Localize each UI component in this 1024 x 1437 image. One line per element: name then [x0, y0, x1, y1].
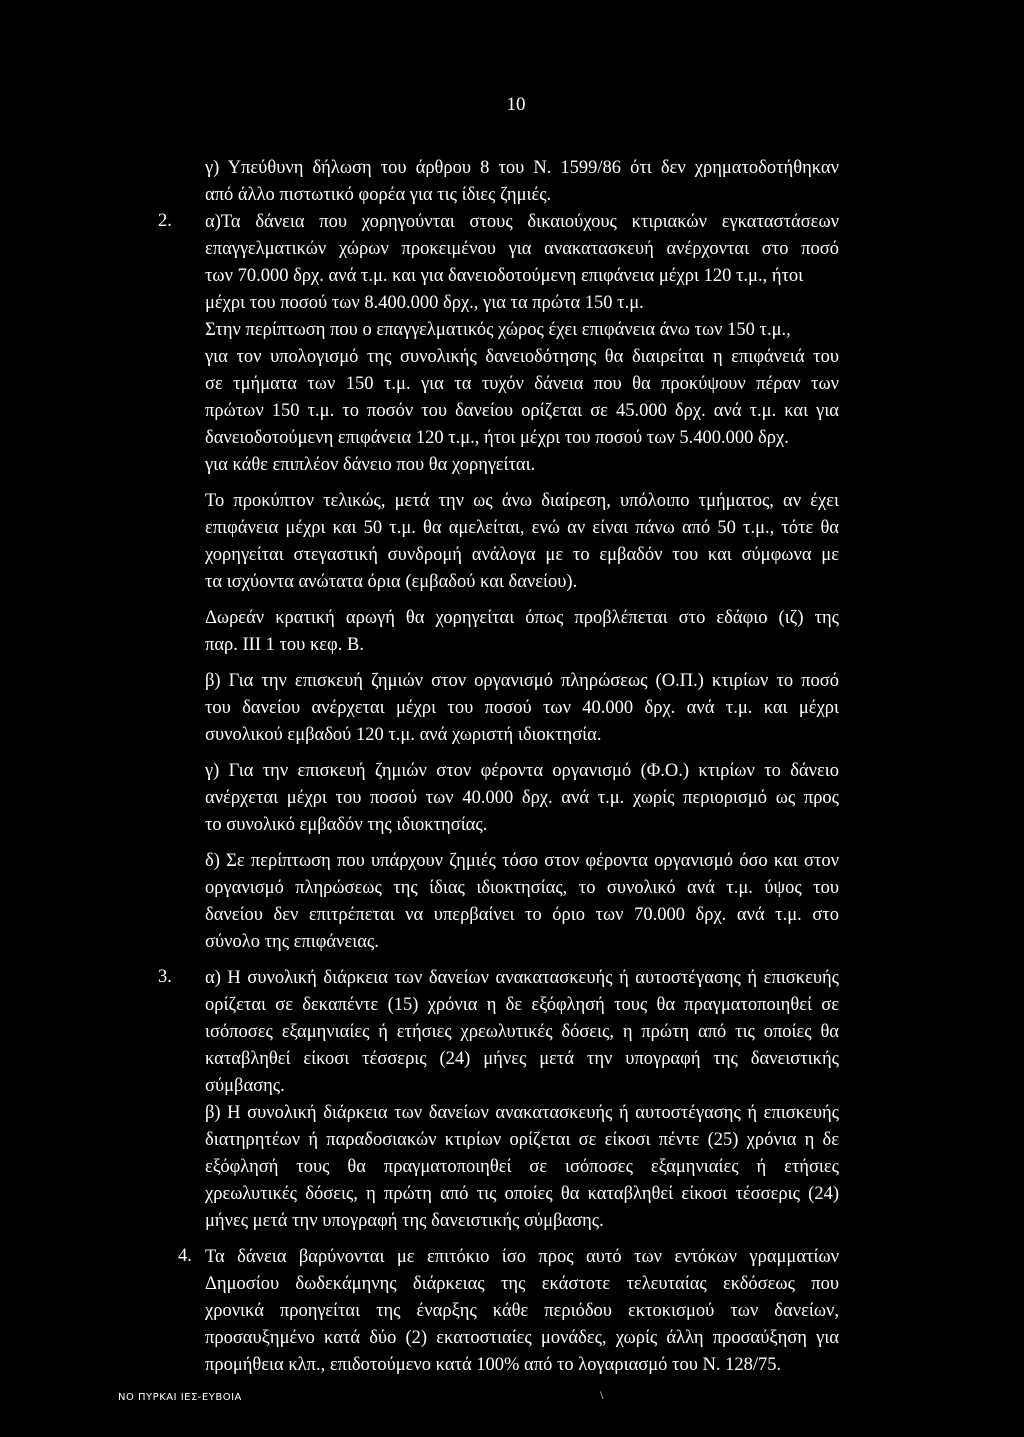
text-line: το συνολικό εμβαδόν της ιδιοκτησίας.	[205, 815, 488, 835]
section-marker: 3.	[158, 967, 172, 987]
text-line: Τα δάνεια βαρύνονται με επιτόκιο ίσο προς αυτό των εντόκων γραμματίων	[205, 1247, 839, 1267]
text-line: δανειοδοτούμενη επιφάνεια 120 τ.μ., ήτοι μέχρι του ποσού των 5.400.000 δρχ.	[205, 428, 789, 448]
text-line: δανείου δεν επιτρέπεται να υπερβαίνει το όριο των 70.000 δρχ. ανά τ.μ. στο	[205, 905, 839, 925]
text-line: για κάθε επιπλέον δάνειο που θα χορηγείται.	[205, 455, 536, 475]
section-marker: 2.	[158, 211, 172, 231]
text-line: ισόποσες εξαμηνιαίες ή ετήσιες χρεωλυτικές δόσεις, η πρώτη από τις οποίες θα	[205, 1022, 839, 1042]
text-line: του δανείου ανέρχεται μέχρι του ποσού των 40.000 δρχ. ανά τ.μ. και μέχρι	[205, 698, 839, 718]
text-line: για τον υπολογισμό της συνολικής δανειοδότησης θα διαιρείται η επιφάνειά του	[205, 347, 839, 367]
text-line: πρώτων 150 τ.μ. το ποσόν του δανείου ορίζεται σε 45.000 δρχ. ανά τ.μ. και για	[205, 401, 839, 421]
text-line: σύμβασης.	[205, 1076, 285, 1096]
text-line: χρονικά προηγείται της έναρξης κάθε περιόδου εκτοκισμού των δανείων,	[205, 1301, 839, 1321]
text-line: ορίζεται σε δεκαπέντε (15) χρόνια η δε εξόφλησή τους θα πραγματοποιηθεί σε	[205, 995, 839, 1015]
text-line: γ) Για την επισκευή ζημιών στον φέροντα οργανισμό (Φ.Ο.) κτιρίων το δάνειο	[205, 761, 839, 781]
text-line: Το προκύπτον τελικώς, μετά την ως άνω διαίρεση, υπόλοιπο τμήματος, αν έχει	[205, 491, 839, 511]
text-line: Στην περίπτωση που ο επαγγελματικός χώρος έχει επιφάνεια άνω των 150 τ.μ.,	[205, 320, 791, 340]
text-line: επαγγελματικών χώρων προκειμένου για ανακατασκευή ανέρχονται στο ποσό	[205, 239, 839, 259]
text-line: προμήθεια κλπ., επιδοτούμενο κατά 100% από το λογαριασμό του Ν. 128/75.	[205, 1355, 782, 1375]
text-line: σε τμήματα των 150 τ.μ. για τα τυχόν δάνεια που θα προκύψουν πέραν των	[205, 374, 839, 394]
text-line: ανέρχεται μέχρι του ποσού των 40.000 δρχ. ανά τ.μ. χωρίς περιορισμό ως προς	[205, 788, 839, 808]
text-line: Δημοσίου δωδεκάμηνης διάρκειας της εκάστοτε τελευταίας εκδόσεως που	[205, 1274, 839, 1294]
text-line: β) Για την επισκευή ζημιών στον οργανισμό πληρώσεως (Ο.Π.) κτιρίων το ποσό	[205, 671, 839, 691]
text-line: οργανισμό πληρώσεως της ίδιας ιδιοκτησίας, το συνολικό ανά τ.μ. ύψος του	[205, 878, 839, 898]
text-line: γ) Υπεύθυνη δήλωση του άρθρου 8 του Ν. 1599/86 ότι δεν χρηματοδοτήθηκαν	[205, 158, 839, 178]
text-line: α)Τα δάνεια που χορηγούνται στους δικαιούχους κτιριακών εγκαταστάσεων	[205, 212, 839, 232]
text-line: παρ. III 1 του κεφ. Β.	[205, 635, 364, 655]
page-number: 10	[506, 94, 526, 115]
text-line: μέχρι του ποσού των 8.400.000 δρχ., για τα πρώτα 150 τ.μ.	[205, 293, 644, 313]
footer-code: ΝΟ ΠΥΡΚΑΙ ΙΕΣ-ΕΥΒΟΙΑ	[118, 1392, 242, 1403]
text-line: καταβληθεί είκοσι τέσσερις (24) μήνες μετά την υπογραφή της δανειστικής	[205, 1049, 839, 1069]
text-line: β) Η συνολική διάρκεια των δανείων ανακατασκευής ή αυτοστέγασης ή επισκευής	[205, 1103, 839, 1123]
text-line: των 70.000 δρχ. ανά τ.μ. και για δανειοδοτούμενη επιφάνεια μέχρι 120 τ.μ., ήτοι	[205, 266, 804, 286]
text-line: Δωρεάν κρατική αρωγή θα χορηγείται όπως προβλέπεται στο εδάφιο (ιζ) της	[205, 608, 839, 628]
text-line: α) Η συνολική διάρκεια των δανείων ανακατασκευής ή αυτοστέγασης ή επισκευής	[205, 968, 839, 988]
text-line: προσαυξημένο κατά δύο (2) εκατοστιαίες μονάδες, χωρίς άλλη προσαύξηση για	[205, 1328, 839, 1348]
text-line: χορηγείται στεγαστική συνδρομή ανάλογα με το εμβαδόν του και σύμφωνα με	[205, 545, 839, 565]
text-line: συνολικού εμβαδού 120 τ.μ. ανά χωριστή ιδιοκτησία.	[205, 725, 602, 745]
text-line: σύνολο της επιφάνειας.	[205, 932, 379, 952]
footer-mark: \	[600, 1388, 604, 1402]
text-line: μήνες μετά την υπογραφή της δανειστικής σύμβασης.	[205, 1211, 604, 1231]
text-line: εξόφλησή τους θα πραγματοποιηθεί σε ισόποσες εξαμηνιαίες ή ετήσιες	[205, 1157, 839, 1177]
text-line: χρεωλυτικές δόσεις, η πρώτη από τις οποίες θα καταβληθεί είκοσι τέσσερις (24)	[205, 1184, 839, 1204]
text-line: δ) Σε περίπτωση που υπάρχουν ζημιές τόσο στον φέροντα οργανισμό όσο και στον	[205, 851, 839, 871]
text-line: διατηρητέων ή παραδοσιακών κτιρίων ορίζεται σε είκοσι πέντε (25) χρόνια η δε	[205, 1130, 839, 1150]
text-line: επιφάνεια μέχρι και 50 τ.μ. θα αμελείται, ενώ αν είναι πάνω από 50 τ.μ., τότε θα	[205, 518, 839, 538]
text-line: τα ισχύοντα ανώτατα όρια (εμβαδού και δανείου).	[205, 572, 578, 592]
text-line: από άλλο πιστωτικό φορέα για τις ίδιες ζημιές.	[205, 185, 552, 205]
section-marker: 4.	[178, 1246, 192, 1266]
